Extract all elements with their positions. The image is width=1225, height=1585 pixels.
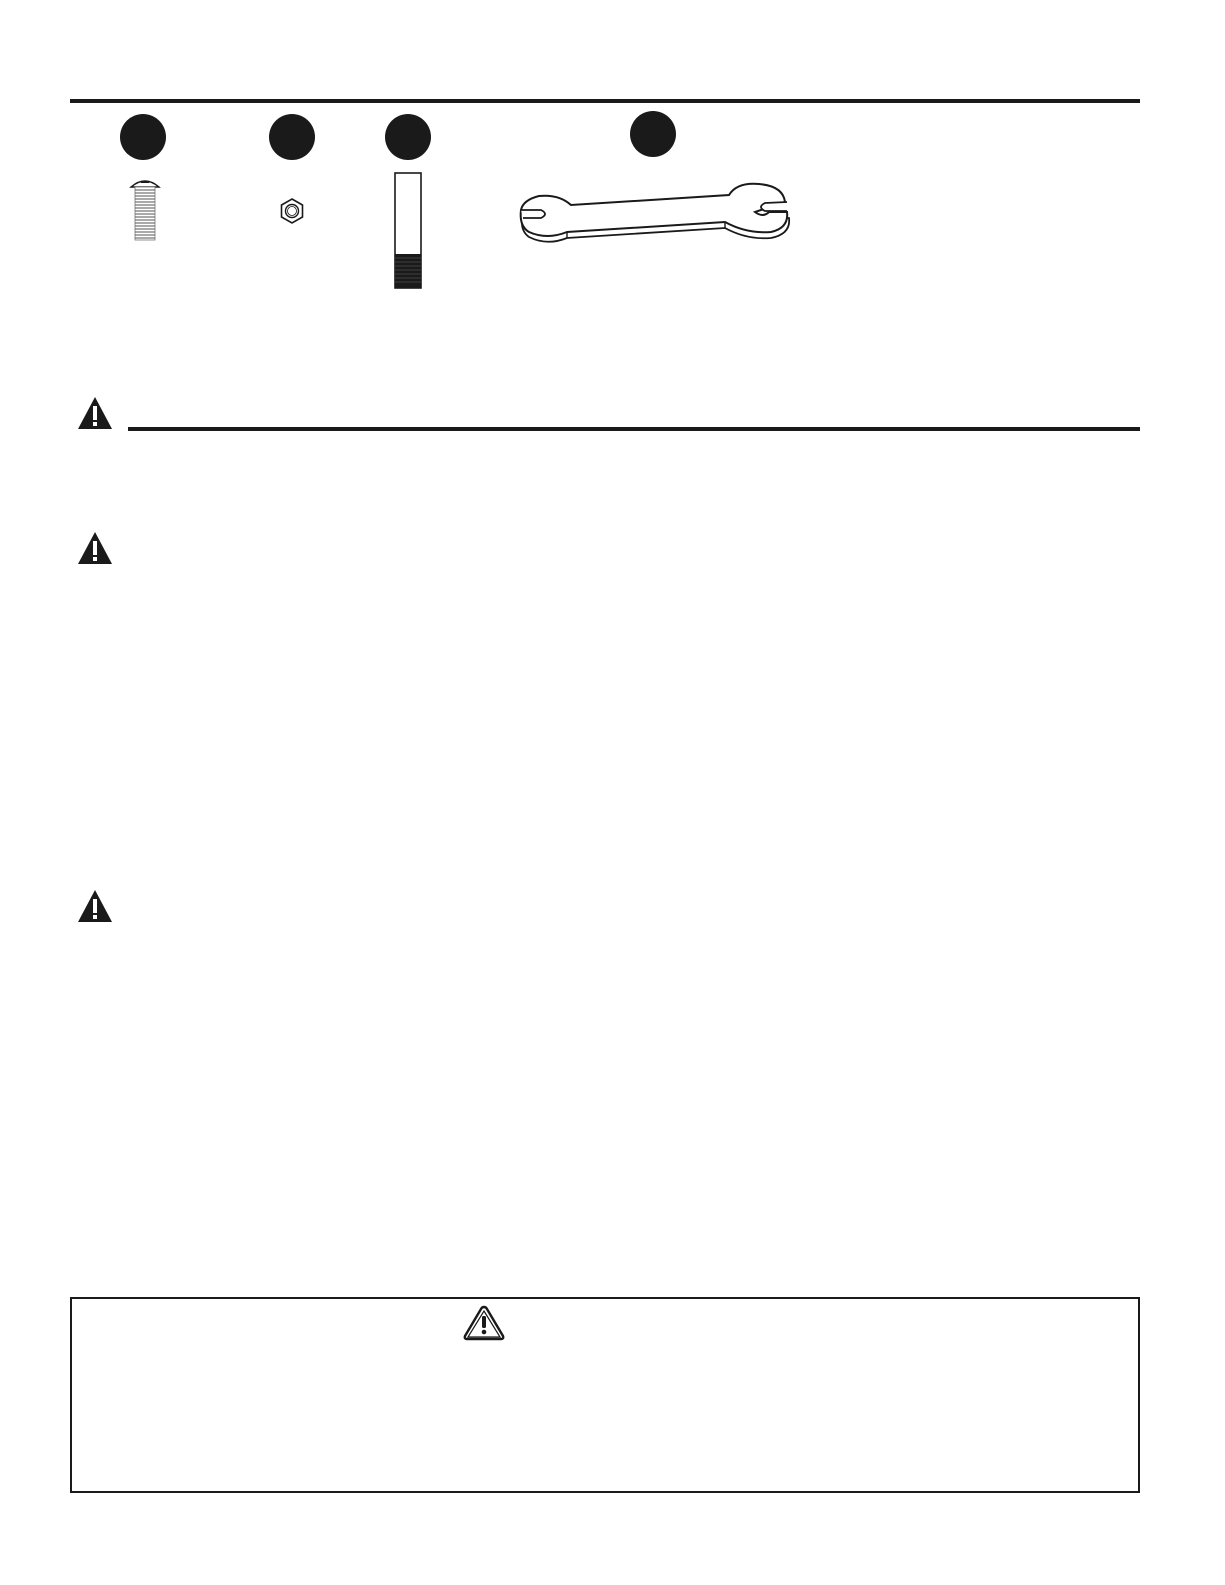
- part-badge-wrench: [630, 111, 676, 157]
- warning-triangle-icon: [77, 889, 113, 923]
- warning-triangle-icon: [77, 531, 113, 565]
- notice-box: [70, 1297, 1140, 1493]
- wrench-icon: [515, 180, 793, 250]
- threaded-rod-icon: [393, 172, 423, 290]
- part-badge-rod: [385, 114, 431, 160]
- screw-icon: [123, 176, 167, 242]
- part-badge-screw: [120, 114, 166, 160]
- warning-triangle-icon: [77, 396, 113, 430]
- hardware-section-rule: [70, 99, 1140, 103]
- warning-section-rule: [128, 427, 1140, 431]
- caution-outline-triangle-icon: [463, 1305, 505, 1341]
- part-badge-nut: [269, 114, 315, 160]
- hex-nut-icon: [278, 197, 306, 225]
